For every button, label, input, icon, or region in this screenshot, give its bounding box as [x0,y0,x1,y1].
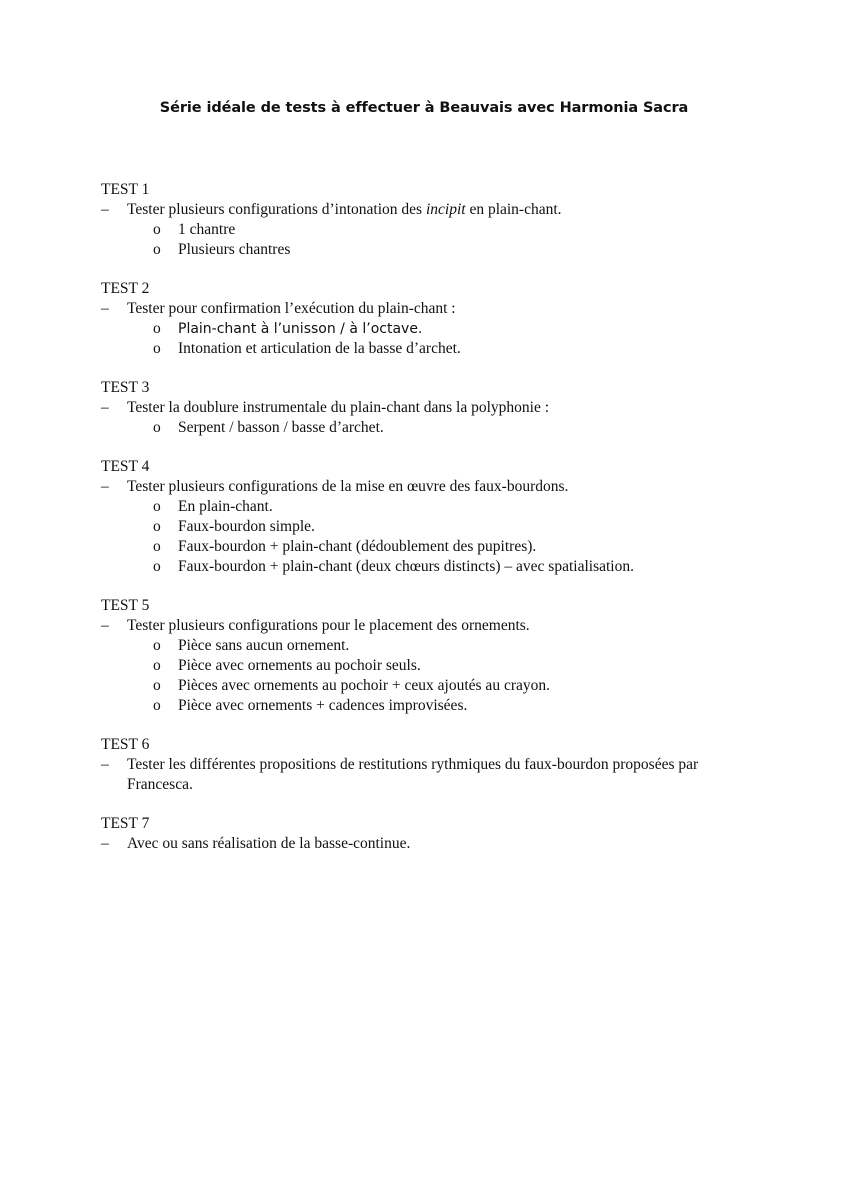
sub-list-item [101,696,761,716]
section-test-1 [101,180,761,260]
document-body [101,180,761,873]
sub-item-text: Serpent / basson / basse d’archet. [178,419,384,436]
sub-list-item [101,656,761,676]
sub-list [101,497,761,577]
circle-bullet: o [153,221,161,238]
circle-bullet: o [153,657,161,674]
section-heading: TEST 2 [101,280,150,297]
sub-item-text: 1 chantre [178,221,236,238]
dash-bullet: – [101,399,109,416]
dash-list-item [101,477,761,497]
sub-list-item [101,537,761,557]
section-test-4 [101,457,761,577]
dash-bullet: – [101,478,109,495]
item-text-part: en plain-chant. [465,201,562,218]
section-test-7 [101,814,761,854]
dash-list-item [101,299,761,319]
sub-item-text: En plain-chant. [178,498,273,515]
dash-bullet: – [101,617,109,634]
section-heading: TEST 3 [101,379,150,396]
document-title: Série idéale de tests à effectuer à Beauvais avec Harmonia Sacra [159,100,689,116]
dash-bullet: – [101,300,109,317]
circle-bullet: o [153,538,161,555]
sub-list-item [101,557,761,577]
dash-list-item [101,398,761,418]
sub-item-text: Plain-chant à l’unisson / à l’octave. [178,321,423,337]
dash-list-item [101,755,761,795]
sub-item-text: Pièce avec ornements + cadences improvisées. [178,697,468,714]
dash-bullet: – [101,756,109,773]
sub-list [101,220,761,260]
circle-bullet: o [153,677,161,694]
dash-list-item [101,616,761,636]
section-heading: TEST 1 [101,181,150,198]
sub-list-item [101,636,761,656]
sub-list-item [101,339,761,359]
circle-bullet: o [153,241,161,258]
circle-bullet: o [153,320,161,337]
section-test-6 [101,735,761,795]
sub-item-text: Plusieurs chantres [178,241,291,258]
sub-item-text: Pièce sans aucun ornement. [178,637,350,654]
section-test-2 [101,279,761,359]
circle-bullet: o [153,558,161,575]
dash-bullet: – [101,201,109,218]
sub-item-text: Intonation et articulation de la basse d’archet. [178,340,461,357]
circle-bullet: o [153,419,161,436]
sub-list-item [101,418,761,438]
circle-bullet: o [153,340,161,357]
dash-list-item [101,834,761,854]
sub-item-text: Pièces avec ornements au pochoir + ceux ajoutés au crayon. [178,677,550,694]
item-text: Avec ou sans réalisation de la basse-continue. [127,835,411,852]
item-text: Tester les différentes propositions de restitutions rythmiques du faux-bourdon proposées par Francesca. [127,756,699,793]
sub-list-item [101,319,761,339]
sub-list-item [101,517,761,537]
sub-item-text: Pièce avec ornements au pochoir seuls. [178,657,421,674]
section-heading: TEST 7 [101,815,150,832]
section-heading: TEST 6 [101,736,150,753]
item-text: Tester plusieurs configurations de la mise en œuvre des faux-bourdons. [127,478,569,495]
sub-list-item [101,497,761,517]
circle-bullet: o [153,697,161,714]
circle-bullet: o [153,518,161,535]
dash-list-item [101,200,761,220]
sub-list [101,636,761,716]
sub-list-item [101,676,761,696]
item-text: Tester pour confirmation l’exécution du plain-chant : [127,300,456,317]
sub-item-text: Faux-bourdon + plain-chant (deux chœurs distincts) – avec spatialisation. [178,558,634,575]
dash-bullet: – [101,835,109,852]
item-text: Tester la doublure instrumentale du plain-chant dans la polyphonie : [127,399,550,416]
circle-bullet: o [153,498,161,515]
item-text-part: Tester plusieurs configurations d’intonation des [127,201,426,218]
section-test-5 [101,596,761,716]
section-test-3 [101,378,761,438]
sub-list [101,418,761,438]
sub-item-text: Faux-bourdon + plain-chant (dédoublement des pupitres). [178,538,537,555]
item-text-italic: incipit [425,201,466,218]
circle-bullet: o [153,637,161,654]
section-heading: TEST 5 [101,597,150,614]
sub-list-item [101,240,761,260]
sub-list-item [101,220,761,240]
sub-list [101,319,761,359]
item-text: Tester plusieurs configurations pour le placement des ornements. [127,617,530,634]
section-heading: TEST 4 [101,458,150,475]
sub-item-text: Faux-bourdon simple. [178,518,315,535]
